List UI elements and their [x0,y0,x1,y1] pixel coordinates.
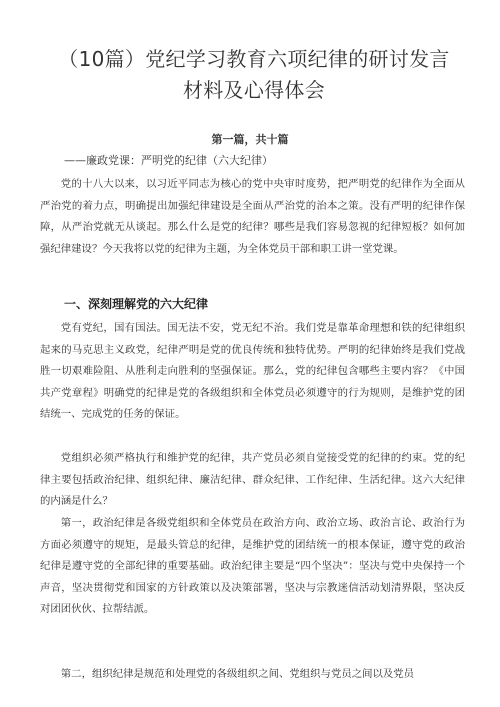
body-paragraph: 第一，政治纪律是各级党组织和全体党员在政治方向、政治立场、政治言论、政治行为方面必须遵守的规矩，是最头管总的纪律，是维护党的团结统一的根本保证，遵守党的政治纪律是遵守党的全部纪律的重要基础。政治纪律主要是“四个坚决”：坚决与党中央保持一个声音，坚决贯彻党和国家的方针政策以及决策部署，坚决与宗教迷信活动划清界限，坚决反对团团伙伙、拉帮结派。 [40,517,465,616]
body-paragraph: 党组织必须严格执行和维护党的纪律，共产党员必须自觉接受党的纪律的约束。党的纪律主要包括政治纪律、组织纪律、廉洁纪律、群众纪律、工作纪律、生活纪律。这六大纪律的内涵是什么？ [40,452,465,508]
intro-paragraph: 党的十八大以来，以习近平同志为核心的党中央审时度势，把严明党的纪律作为全面从严治党的着力点，明确提出加强纪律建设是全面从严治党的治本之策。没有严明的纪律作保障，从严治党就无从谈起。那么什么是党的纪律？哪些是我们容易忽视的纪律短板？如何加强纪律建设？今天我将以党的纪律为主题，为全体党员干部和职工讲一堂党课。 [40,178,465,255]
lecture-subtitle: ——廉政党课：严明党的纪律（六大纪律） [64,154,273,167]
body-paragraph: 第二，组织纪律是规范和处理党的各级组织之间、党组织与党员之间以及党员 [60,668,415,680]
body-paragraph: 党有党纪，国有国法。国无法不安，党无纪不治。我们党是靠革命理想和铁的纪律组织起来的马克思主义政党，纪律严明是党的优良传统和独特优势。严明的纪律始终是我们党战胜一切艰难险阻、从胜利走向胜利的坚强保证。那么，党的纪律包含哪些主要内容？《中国共产党章程》明确党的纪律是党的各级组织和全体党员必须遵守的行为规则，是维护党的团结统一、完成党的任务的保证。 [40,322,465,421]
document-title: （10篇）党纪学习教育六项纪律的研讨发言材料及心得体会 [58,47,450,102]
heading-six-disciplines: 一、深刻理解党的六大纪律 [64,297,209,311]
section-heading: 第一篇，共十篇 [211,133,289,146]
